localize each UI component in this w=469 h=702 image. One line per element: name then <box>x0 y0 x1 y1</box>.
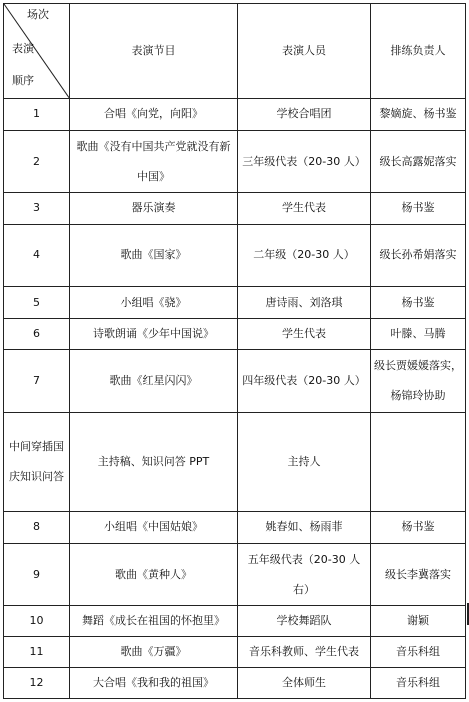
row-program: 歌曲《万疆》 <box>70 637 238 667</box>
row-performers: 唐诗雨、刘洛琪 <box>238 286 371 318</box>
row-responsible: 叶滕、马腾 <box>371 319 466 350</box>
table-row <box>4 130 466 192</box>
row-responsible: 音乐科组 <box>371 667 466 698</box>
row-program: 歌曲《没有中国共产党就没有新中国》 <box>70 130 238 192</box>
row-program: 诗歌朗诵《少年中国说》 <box>70 319 238 350</box>
table-row <box>4 98 466 130</box>
table-row <box>4 606 466 637</box>
row-performers: 学校合唱团 <box>238 98 371 130</box>
table-row <box>4 511 466 543</box>
row-responsible <box>371 412 466 511</box>
row-performers: 二年级（20-30 人） <box>238 224 371 286</box>
row-responsible: 级长贾媛媛落实，杨锦玲协助 <box>371 350 466 412</box>
header-row <box>4 4 466 99</box>
row-program: 小组唱《骁》 <box>70 286 238 318</box>
row-program: 主持稿、知识问答 PPT <box>70 412 238 511</box>
program-schedule-sheet <box>3 3 465 699</box>
table-row <box>4 286 466 318</box>
row-responsible: 黎嫡旋、杨书鉴 <box>371 98 466 130</box>
row-order: 9 <box>4 543 70 605</box>
row-performers: 学生代表 <box>238 319 371 350</box>
row-responsible: 谢颖 <box>371 606 466 637</box>
row-performers: 四年级代表（20-30 人） <box>238 350 371 412</box>
table-row <box>4 350 466 412</box>
row-order: 4 <box>4 224 70 286</box>
row-program: 合唱《向党，向阳》 <box>70 98 238 130</box>
row-performers: 姚春如、杨雨菲 <box>238 511 371 543</box>
diag-label-top: 场次 <box>27 8 49 21</box>
row-responsible: 级长高露妮落实 <box>371 130 466 192</box>
row-order: 8 <box>4 511 70 543</box>
row-program: 器乐演奏 <box>70 193 238 224</box>
row-program: 小组唱《中国姑娘》 <box>70 511 238 543</box>
row-order: 12 <box>4 667 70 698</box>
table-row <box>4 667 466 698</box>
row-performers: 学生代表 <box>238 193 371 224</box>
header-performers: 表演人员 <box>238 4 371 99</box>
row-order: 3 <box>4 193 70 224</box>
row-responsible: 音乐科组 <box>371 637 466 667</box>
row-responsible: 杨书鉴 <box>371 286 466 318</box>
row-performers: 音乐科教师、学生代表 <box>238 637 371 667</box>
table-row <box>4 193 466 224</box>
row-program: 歌曲《国家》 <box>70 224 238 286</box>
row-performers: 五年级代表（20-30 人右） <box>238 543 371 605</box>
row-order: 6 <box>4 319 70 350</box>
row-order: 5 <box>4 286 70 318</box>
row-order: 1 <box>4 98 70 130</box>
row-responsible: 杨书鉴 <box>371 511 466 543</box>
row-order: 11 <box>4 637 70 667</box>
row-performers: 学校舞蹈队 <box>238 606 371 637</box>
diag-label-bottom: 顺序 <box>12 74 34 87</box>
table-row <box>4 224 466 286</box>
row-performers: 三年级代表（20-30 人） <box>238 130 371 192</box>
row-performers: 主持人 <box>238 412 371 511</box>
header-responsible: 排练负责人 <box>371 4 466 99</box>
table-row-interlude <box>4 412 466 511</box>
row-order: 2 <box>4 130 70 192</box>
row-order: 7 <box>4 350 70 412</box>
row-program: 大合唱《我和我的祖国》 <box>70 667 238 698</box>
row-order: 中间穿插国庆知识问答 <box>4 412 70 511</box>
program-table <box>3 3 466 699</box>
diagonal-header-cell <box>4 4 70 99</box>
table-row <box>4 637 466 667</box>
table-row <box>4 319 466 350</box>
row-responsible: 级长孙希娟落实 <box>371 224 466 286</box>
row-program: 歌曲《黄种人》 <box>70 543 238 605</box>
row-order: 10 <box>4 606 70 637</box>
diag-label-mid: 表演 <box>12 42 34 55</box>
row-program: 歌曲《红星闪闪》 <box>70 350 238 412</box>
row-program: 舞蹈《成长在祖国的怀抱里》 <box>70 606 238 637</box>
row-performers: 全体师生 <box>238 667 371 698</box>
header-program: 表演节目 <box>70 4 238 99</box>
row-responsible: 级长李冀落实 <box>371 543 466 605</box>
table-row <box>4 543 466 605</box>
row-responsible: 杨书鉴 <box>371 193 466 224</box>
